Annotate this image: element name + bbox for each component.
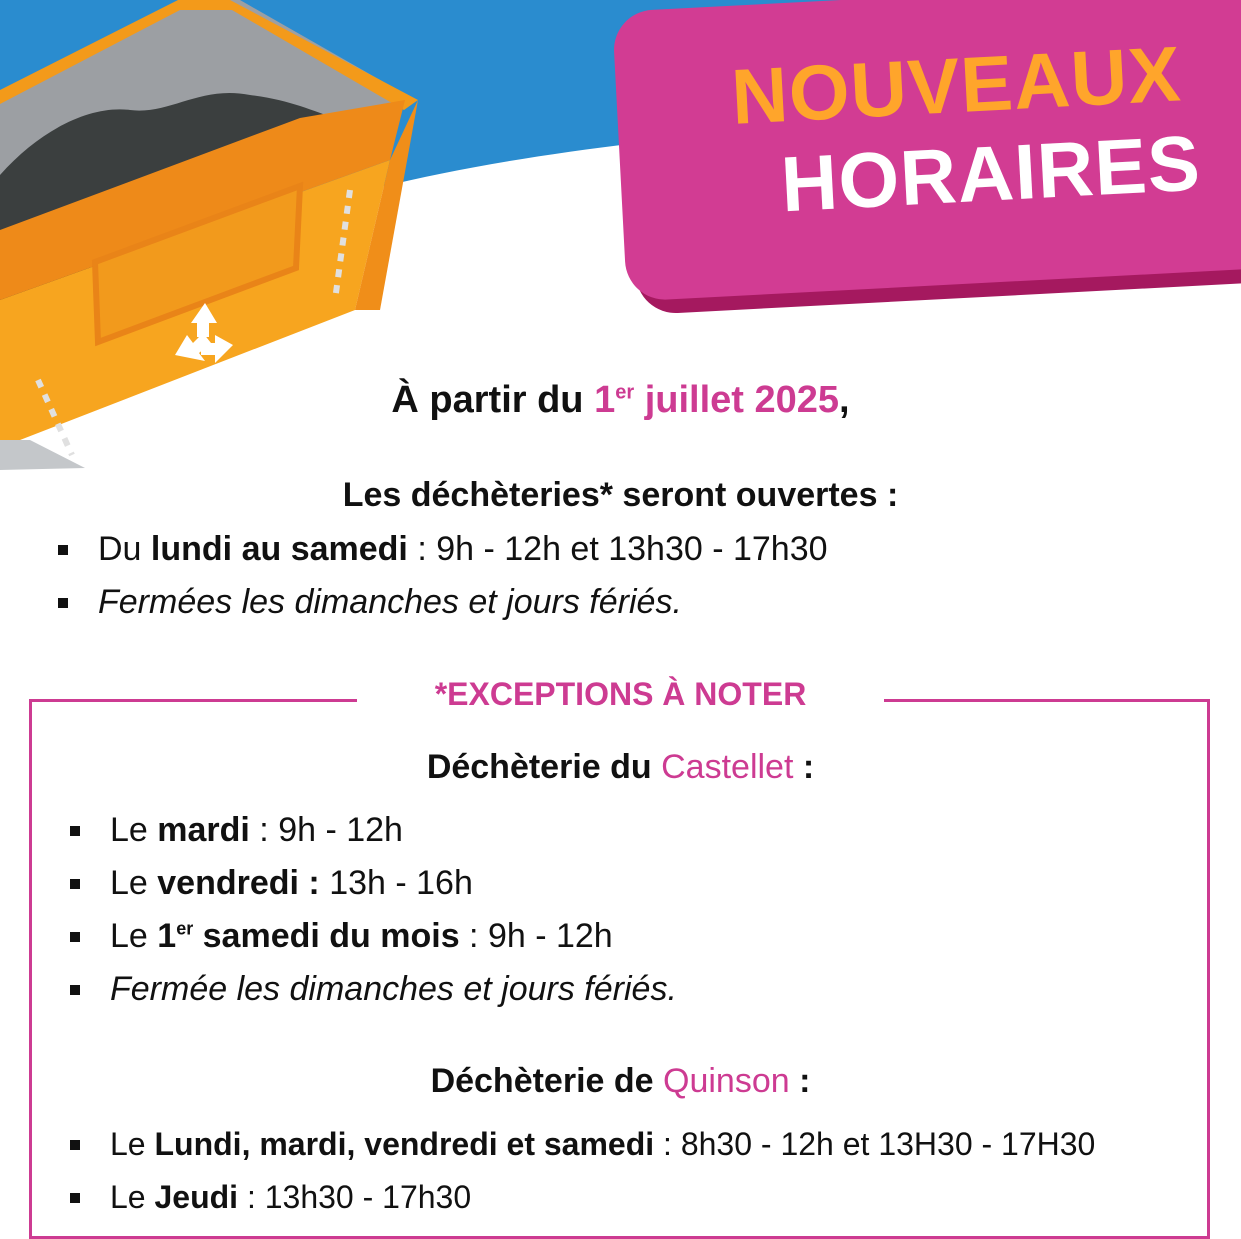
start-suffix: , (839, 379, 850, 421)
item-days: samedi du mois (193, 917, 460, 955)
start-day-suffix: er (615, 381, 635, 404)
item-hours: : 8h30 - 12h et 13H30 - 17H30 (654, 1126, 1096, 1162)
item-text: Le (110, 1126, 155, 1162)
site-title-prefix: Déchèterie de (430, 1062, 664, 1100)
quinson-hours-list (66, 1118, 1095, 1224)
item-text: Le (110, 917, 158, 955)
item-note: Fermées les dimanches et jours fériés. (98, 583, 682, 621)
start-prefix: À partir du (391, 379, 595, 421)
headline-line-2: HORAIRES (778, 118, 1203, 229)
start-day: 1 (594, 379, 616, 421)
item-days: lundi au samedi (150, 530, 408, 568)
banner-body (612, 0, 1241, 302)
item-text: Le (110, 1179, 155, 1215)
item-days: mardi (157, 811, 250, 849)
list-item (66, 1171, 1095, 1224)
list-item (66, 910, 677, 963)
item-days: Jeudi (154, 1179, 239, 1215)
item-hours: : 9h - 12h (459, 917, 613, 955)
castellet-hours-list (66, 804, 677, 1016)
item-note: Fermée les dimanches et jours fériés. (110, 970, 677, 1008)
item-hours: : 9h - 12h (249, 811, 403, 849)
site-name: Castellet (661, 748, 794, 786)
item-text: Le (110, 864, 158, 902)
general-hours-list (54, 523, 828, 629)
start-date: juillet 2025 (634, 379, 840, 421)
item-hours: : 13h30 - 17h30 (238, 1179, 472, 1215)
headline-line-1: NOUVEAUX (729, 29, 1184, 141)
list-item (66, 804, 677, 857)
exceptions-title: *EXCEPTIONS À NOTER (357, 676, 884, 713)
list-item (54, 523, 828, 576)
item-hours: : 9h - 12h et 13h30 - 17h30 (407, 530, 828, 568)
item-ordinal-suffix: er (176, 918, 194, 939)
site-title-suffix: : (793, 748, 815, 786)
list-item (66, 963, 677, 1016)
headline-banner (612, 0, 1241, 302)
item-hours: 13h - 16h (319, 864, 473, 902)
item-ordinal: 1 (157, 917, 177, 955)
site-name: Quinson (663, 1062, 790, 1100)
list-item (54, 576, 828, 629)
item-text: Du (98, 530, 151, 568)
list-item (66, 857, 677, 910)
start-date-line (0, 378, 1241, 424)
site-title-prefix: Déchèterie du (426, 748, 662, 786)
list-item (66, 1118, 1095, 1171)
item-text: Le (110, 811, 158, 849)
general-hours-title: Les déchèteries* seront ouvertes : (342, 476, 899, 514)
castellet-title (0, 748, 1241, 787)
item-days: Lundi, mardi, vendredi et samedi (154, 1126, 655, 1162)
site-title-suffix: : (789, 1062, 811, 1100)
quinson-title (0, 1062, 1241, 1101)
item-days: vendredi : (157, 864, 320, 902)
